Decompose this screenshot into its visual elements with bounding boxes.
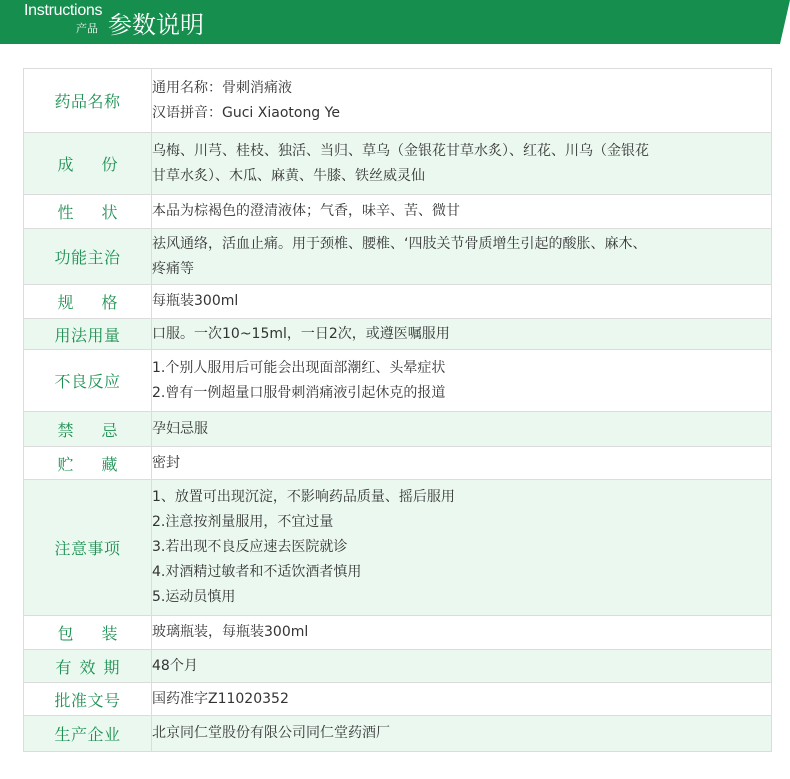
row-value: [152, 616, 772, 650]
table-row: [24, 716, 772, 752]
value-line: 甘草水炙）、木瓜、麻黄、牛膝、铁丝威灵仙: [152, 167, 425, 184]
row-value: [152, 229, 772, 285]
row-label: 性状: [24, 195, 152, 229]
row-label: 贮藏: [24, 447, 152, 480]
row-label: 包装: [24, 616, 152, 650]
table-row: [24, 447, 772, 480]
value-line: 乌梅、川芎、桂枝、独活、当归、草乌（金银花甘草水炙）、红花、川乌（金银花: [152, 142, 649, 159]
value-line: 1.个别人服用后可能会出现面部潮红、头晕症状: [152, 359, 446, 376]
row-value: [152, 195, 772, 229]
value-line: 2.曾有一例超量口服骨刺消痛液引起休克的报道: [152, 384, 446, 401]
banner-subtitle: 产品: [76, 22, 98, 35]
row-label: 禁忌: [24, 412, 152, 447]
row-label: 药品名称: [24, 69, 152, 133]
table-row: [24, 133, 772, 195]
row-value: [152, 650, 772, 683]
value-line: 国药准字Z11020352: [152, 690, 289, 707]
table-row: [24, 480, 772, 616]
value-line: 通用名称：骨刺消痛液: [152, 79, 292, 96]
banner-english-title: Instructions: [24, 2, 103, 19]
value-line: 本品为棕褐色的澄清液体；气香，味辛、苦、微甘: [152, 203, 460, 219]
value-line: 3.若出现不良反应速去医院就诊: [152, 539, 348, 555]
value-line: 4.对酒精过敏者和不适饮酒者慎用: [152, 564, 362, 580]
row-label: 规格: [24, 285, 152, 319]
row-label: 不良反应: [24, 350, 152, 412]
row-value: [152, 285, 772, 319]
row-value: [152, 447, 772, 480]
row-label: 功能主治: [24, 229, 152, 285]
row-value: [152, 350, 772, 412]
value-line: 密封: [152, 454, 180, 471]
table-row: [24, 195, 772, 229]
row-value: [152, 683, 772, 716]
parameter-table: [23, 68, 772, 752]
table-row: [24, 616, 772, 650]
row-value: [152, 412, 772, 447]
table-row: [24, 650, 772, 683]
value-line: 每瓶装300ml: [152, 293, 239, 309]
table-row: [24, 350, 772, 412]
table-row: [24, 69, 772, 133]
banner-corner-decoration: [780, 0, 790, 44]
value-line: 疼痛等: [152, 260, 194, 277]
value-line: 北京同仁堂股份有限公司同仁堂药酒厂: [152, 725, 390, 741]
row-value: [152, 716, 772, 752]
row-value: [152, 69, 772, 133]
value-line: 玻璃瓶装，每瓶装300ml: [152, 624, 309, 640]
table-row: [24, 229, 772, 285]
row-label: 用法用量: [24, 319, 152, 350]
row-value: [152, 319, 772, 350]
table-row: [24, 412, 772, 447]
table-row: [24, 683, 772, 716]
value-line: 祛风通络，活血止痛。用于颈椎、腰椎、‘四肢关节骨质增生引起的酸胀、麻木、: [152, 235, 647, 252]
value-line: 1、放置可出现沉淀，不影响药品质量、摇后服用: [152, 489, 455, 505]
value-line: 孕妇忌服: [152, 420, 208, 437]
value-line: 2.注意按剂量服用，不宜过量: [152, 514, 334, 530]
page-title: 参数说明: [108, 11, 204, 39]
table-row: [24, 319, 772, 350]
row-value: [152, 133, 772, 195]
row-label: 生产企业: [24, 716, 152, 752]
row-label: 批准文号: [24, 683, 152, 716]
row-label: 有效期: [24, 650, 152, 683]
value-line: 口服。一次10~15ml，一日2次，或遵医嘱服用: [152, 325, 450, 342]
row-label: 成份: [24, 133, 152, 195]
row-label: 注意事项: [24, 480, 152, 616]
value-line: 5.运动员慎用: [152, 589, 236, 605]
header-banner: [0, 0, 790, 44]
row-value: [152, 480, 772, 616]
table-row: [24, 285, 772, 319]
value-line: 48个月: [152, 657, 198, 674]
value-line: 汉语拼音：Guci Xiaotong Ye: [152, 104, 340, 121]
